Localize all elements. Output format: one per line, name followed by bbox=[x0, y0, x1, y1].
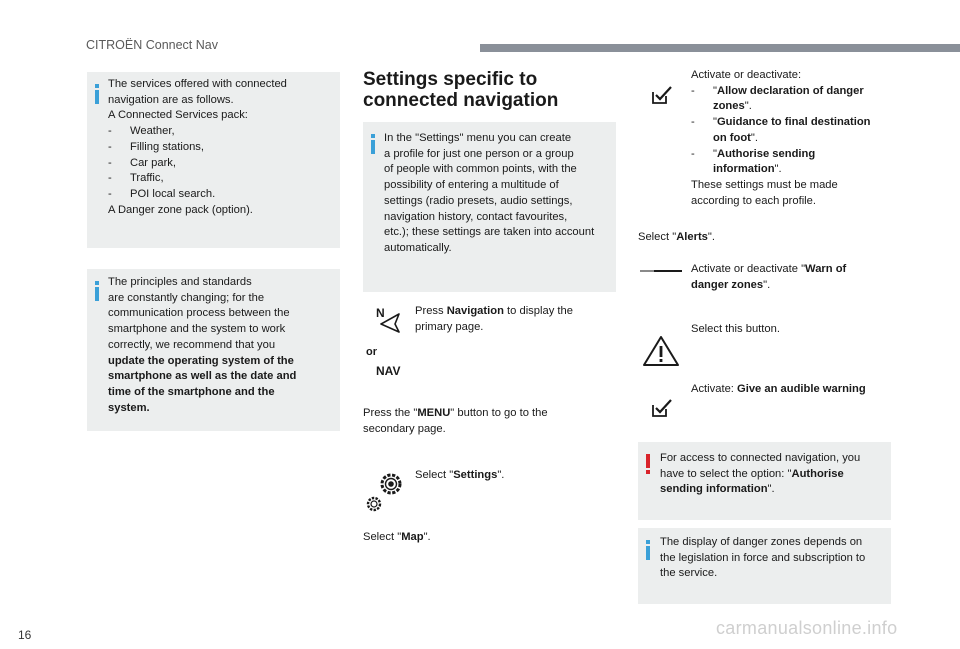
connected-services-info-box bbox=[87, 72, 340, 248]
warn-danger-text-line2: danger zones". bbox=[691, 278, 771, 291]
select-settings-text: Select "Settings". bbox=[415, 469, 505, 481]
nav-n-letter: N bbox=[376, 306, 385, 320]
menu-text-line2: secondary page. bbox=[363, 422, 446, 435]
list-item: - Weather, bbox=[108, 125, 175, 138]
danger-zone-info-box bbox=[638, 528, 891, 604]
box2-line: smartphone and the system to work bbox=[108, 323, 286, 336]
settings-info-box bbox=[363, 122, 616, 292]
box2-bold-line: time of the smartphone and the bbox=[108, 385, 275, 398]
settings-note-line: These settings must be made bbox=[691, 178, 838, 191]
settings-info-line: etc.); these settings are taken into account bbox=[384, 226, 595, 239]
box2-bold-line: smartphone as well as the date and bbox=[108, 370, 297, 383]
warning-box-line: For access to connected navigation, you bbox=[660, 452, 861, 464]
settings-info-line: of people with common points, with the bbox=[384, 163, 577, 176]
settings-note-line: according to each profile. bbox=[691, 194, 817, 207]
select-map-text: Select "Map". bbox=[363, 531, 431, 543]
box2-bold-line: system. bbox=[108, 401, 150, 414]
info-icon bbox=[371, 134, 375, 154]
header-bar bbox=[480, 44, 960, 52]
watermark: carmanualsonline.info bbox=[716, 618, 898, 638]
navigation-arrow-icon bbox=[378, 312, 402, 334]
box2-line: are constantly changing; for the bbox=[108, 291, 265, 304]
header-title: CITROËN Connect Nav bbox=[86, 38, 218, 52]
settings-info-line: possibility of entering a multitude of bbox=[384, 179, 559, 192]
info-icon bbox=[95, 84, 99, 104]
info-box-line: the service. bbox=[660, 567, 718, 580]
audible-warning-text: Activate: Give an audible warning bbox=[691, 383, 866, 395]
info-box-line: the legislation in force and subscription to bbox=[660, 551, 866, 564]
list-item: - Car park, bbox=[108, 156, 177, 169]
settings-gear-icon bbox=[364, 464, 412, 514]
or-label: or bbox=[366, 346, 377, 358]
menu-text: Press the "MENU" button to go to the bbox=[363, 407, 548, 419]
box2-bold-line: update the operating system of the bbox=[108, 354, 294, 367]
info-icon bbox=[646, 540, 650, 560]
warning-box-line: have to select the option: "Authorise bbox=[660, 467, 844, 480]
activate-label: Activate or deactivate: bbox=[691, 69, 802, 81]
select-button-text: Select this button. bbox=[691, 323, 780, 335]
warning-icon bbox=[646, 454, 650, 474]
box1-line: A Connected Services pack: bbox=[108, 109, 248, 122]
warning-box-line: sending information". bbox=[660, 483, 775, 496]
toggle-line-icon bbox=[640, 268, 682, 274]
option-item: - "Guidance to final destination on foot". bbox=[691, 116, 871, 144]
settings-info-line: navigation history, contact favourites, bbox=[384, 210, 568, 223]
checkbox-checked-icon bbox=[651, 85, 673, 105]
nav-label: NAV bbox=[376, 364, 401, 378]
box1-footer: A Danger zone pack (option). bbox=[108, 203, 253, 216]
info-box-line: The display of danger zones depends on bbox=[660, 536, 863, 548]
box1-line: The services offered with connected bbox=[108, 78, 287, 90]
box2-line: communication process between the bbox=[108, 307, 290, 320]
settings-info-line: settings (radio presets, audio settings, bbox=[384, 194, 573, 207]
settings-info-line: a profile for just one person or a group bbox=[384, 147, 574, 160]
option-item: - "Allow declaration of danger zones". bbox=[691, 84, 864, 113]
page-number: 16 bbox=[18, 628, 32, 642]
box1-line: navigation are as follows. bbox=[108, 93, 234, 106]
box2-line: correctly, we recommend that you bbox=[108, 338, 276, 351]
select-alerts-text: Select "Alerts". bbox=[638, 231, 715, 243]
settings-info-line: In the "Settings" menu you can create bbox=[384, 132, 572, 144]
press-navigation-text-line2: primary page. bbox=[415, 320, 484, 333]
press-navigation-text: Press Navigation to display the bbox=[415, 305, 573, 317]
warn-danger-text: Activate or deactivate "Warn of bbox=[691, 263, 847, 275]
settings-info-line: automatically. bbox=[384, 241, 452, 254]
section-title: Settings specific to connected navigation bbox=[363, 69, 559, 111]
option-item: - "Authorise sending information". bbox=[691, 147, 816, 176]
authorise-warning-box bbox=[638, 442, 891, 520]
box2-line: The principles and standards bbox=[108, 276, 252, 288]
list-item: - Filling stations, bbox=[108, 140, 204, 153]
checkbox-checked-icon bbox=[651, 398, 673, 418]
warning-triangle-icon bbox=[642, 335, 680, 367]
list-item: - POI local search. bbox=[108, 187, 216, 200]
info-icon bbox=[95, 281, 99, 301]
list-item: - Traffic, bbox=[108, 172, 164, 185]
principles-info-box bbox=[87, 269, 340, 431]
